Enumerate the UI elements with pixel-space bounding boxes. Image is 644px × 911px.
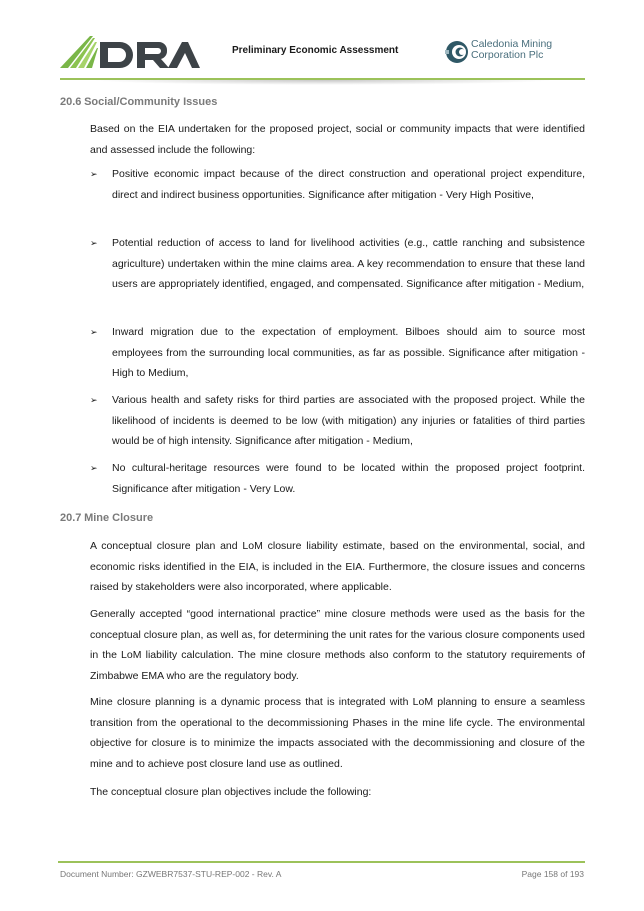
arrow-bullet-icon: ➢ [90,395,98,405]
header-shadow [90,80,555,85]
document-title: Preliminary Economic Assessment [232,45,399,56]
list-item: ➢ Inward migration due to the expectation of employment. Bilboes should aim to source most employees from the surrounding local communities, as far as possible. Significance after mitigation - High to Medium, [90,322,585,384]
section-title: Mine Closure [84,512,154,524]
list-item: ➢ No cultural-heritage resources were found to be located within the proposed project footprint. Significance after mitigation - Very Low. [90,458,585,499]
arrow-bullet-icon: ➢ [90,169,98,179]
paragraph: Generally accepted “good international practice” mine closure methods were used as the basis for the conceptual closure plan, as well as, for determining the unit rates for the various closure components used in the LoM liability calculation. The mine closure methods also conform to the statutory requirements of Zimbabwe EMA who are the regulatory body. [90,608,585,682]
paragraph: Mine closure planning is a dynamic process that is integrated with LoM planning to ensure a seamless transition from the operational to the decommissioning Phases in the mine life cycle. The environmental objective for closure is to minimize the impacts associated with the decommissioning and closure of the mine and to achieve post closure land use as outlined. [90,696,585,770]
list-item: ➢ Various health and safety risks for third parties are associated with the proposed project. While the likelihood of incidents is deemed to be low (with mitigation) any injuries or fatalities of third parties would be of high intensity. Significance after mitigation - Medium, [90,390,585,452]
paragraph: The conceptual closure plan objectives include the following: [90,786,372,798]
section-number: 20.7 [60,512,82,524]
page-header [60,32,585,80]
caledonia-line1: Caledonia Mining [471,38,553,50]
section-title: Social/Community Issues [84,96,218,108]
arrow-bullet-icon: ➢ [90,327,98,337]
section-heading-20-7 [60,512,153,524]
arrow-bullet-icon: ➢ [90,238,98,248]
section-number: 20.6 [60,96,82,108]
caledonia-line2: Corporation Plc [471,48,544,61]
paragraph: A conceptual closure plan and LoM closure liability estimate, based on the environmental, social, and economic risks identified in the EIA, is included in the EIA. Furthermore, the closure issues and concerns raised by stakeholders were also incorporated, where applicable. [90,540,585,593]
footer-rule [58,861,585,863]
caledonia-c-icon [445,40,469,64]
caledonia-logo [445,39,585,69]
list-item: ➢ Potential reduction of access to land for livelihood activities (e.g., cattle ranching and subsistence agriculture) undertaken within the mine claims area. A key recommendation to ensure that these land users are appropriately identified, engaged, and compensated. Significance after mitigation - Medium, [90,233,585,295]
section-heading-20-6 [60,96,217,108]
list-item: ➢ Positive economic impact because of the direct construction and operational project expenditure, direct and indirect business opportunities. Significance after mitigation - Very High Positive, [90,164,585,205]
document-number: Document Number: GZWEBR7537-STU-REP-002 - Rev. A [60,869,282,879]
paragraph: Based on the EIA undertaken for the proposed project, social or community impacts that were identified and assessed include the following: [90,123,585,156]
page-number: Page 158 of 193 [521,869,584,879]
dra-logo-icon [60,34,200,70]
arrow-bullet-icon: ➢ [90,463,98,473]
